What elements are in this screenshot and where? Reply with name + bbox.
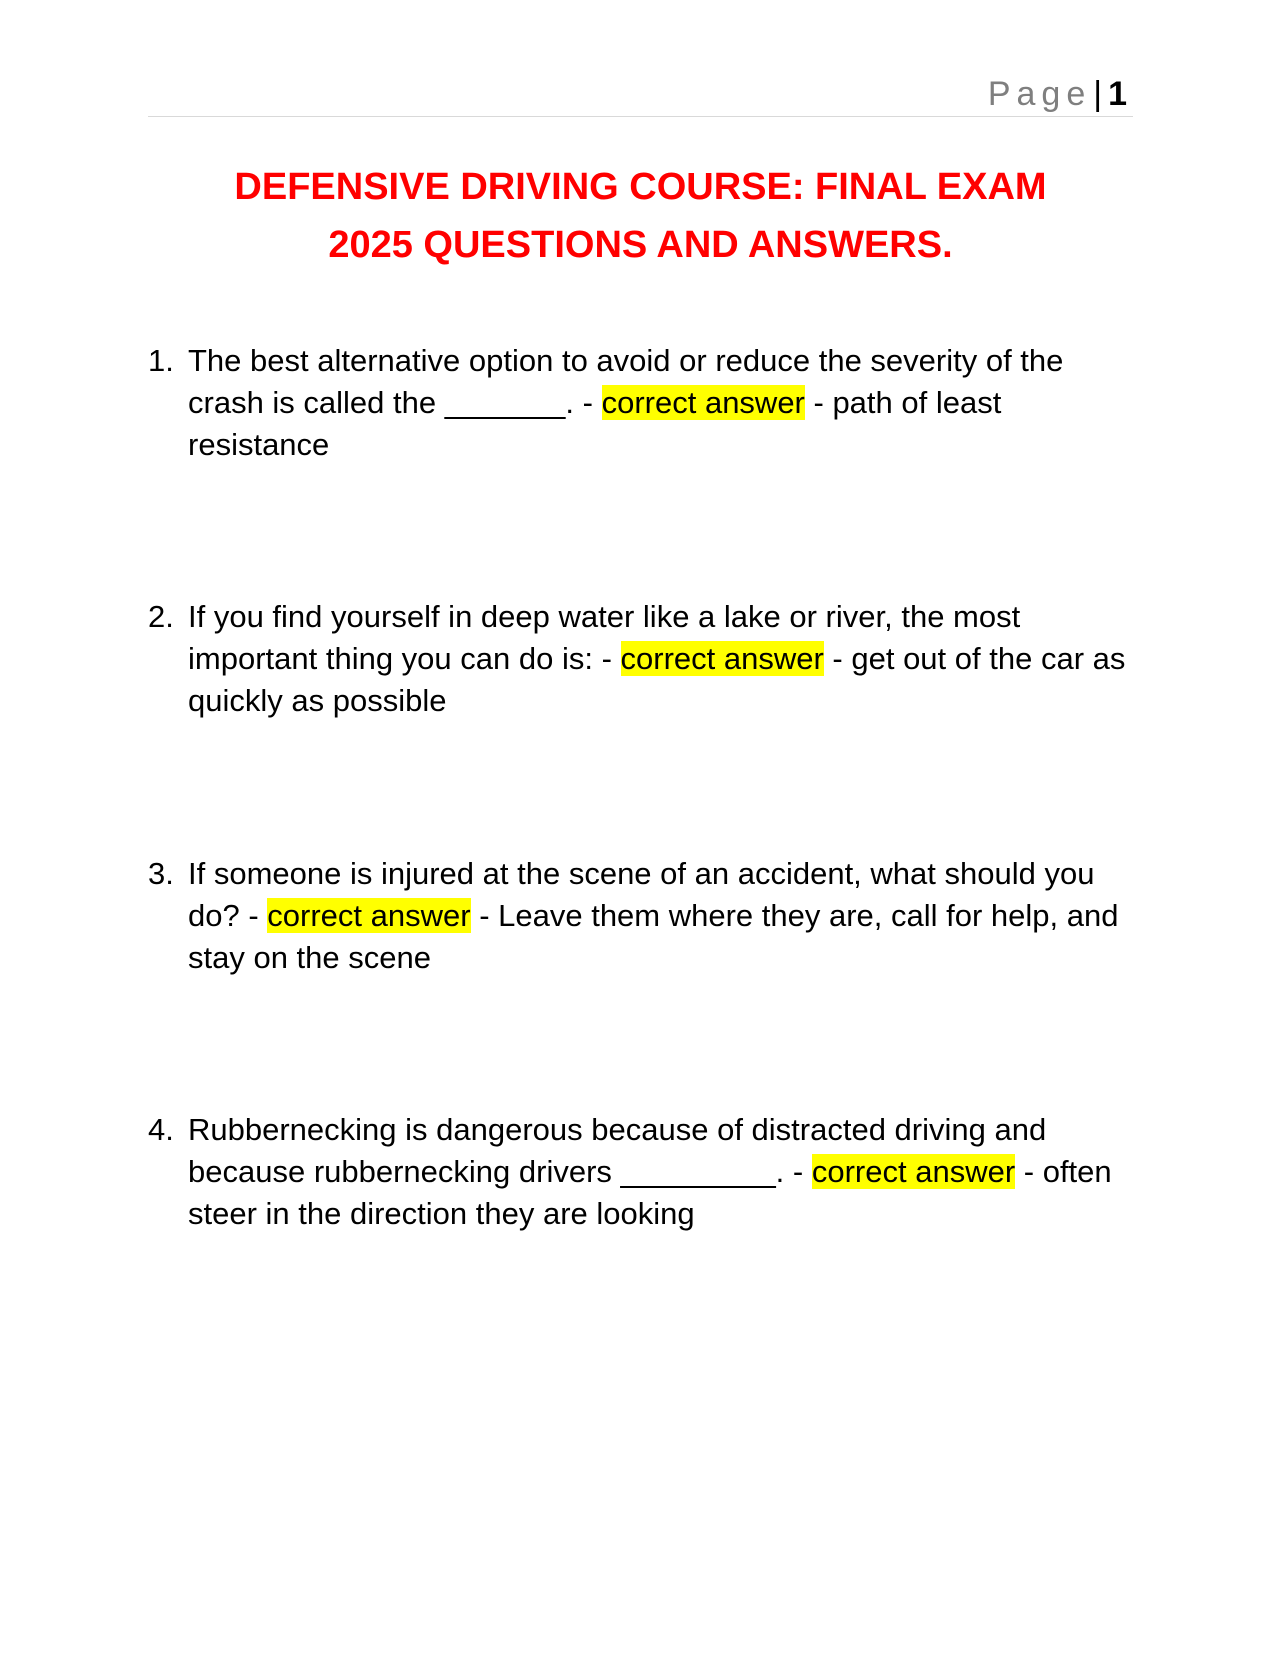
page-number (988, 74, 1127, 114)
question-body (188, 596, 1138, 722)
question-number: 1. (148, 343, 174, 378)
question-number: 2. (148, 599, 174, 634)
question-body (188, 340, 1138, 466)
question-item-2 (148, 596, 1138, 722)
question-text: The best alternative option to avoid or reduce the severity of the crash is called the _______. - (188, 343, 1064, 420)
page-number-value: 1 (1108, 75, 1127, 113)
question-body (188, 853, 1138, 979)
answer-text: - get out of the car as quickly as possible (188, 641, 1126, 718)
title-line-1: DEFENSIVE DRIVING COURSE: FINAL EXAM (234, 166, 1047, 208)
title-line-2: 2025 QUESTIONS AND ANSWERS. (328, 224, 953, 266)
question-number: 3. (148, 856, 174, 891)
page-separator: | (1093, 75, 1103, 113)
correct-answer-label: correct answer (267, 898, 471, 933)
question-number: 4. (148, 1112, 174, 1147)
question-item-3 (148, 853, 1138, 979)
correct-answer-label: correct answer (620, 641, 824, 676)
answer-text: - often steer in the direction they are looking (188, 1154, 1112, 1231)
question-body (188, 1109, 1138, 1235)
question-item-1 (148, 340, 1138, 466)
page-word: Page (987, 75, 1092, 113)
question-text: If someone is injured at the scene of an accident, what should you do? - (188, 856, 1095, 933)
question-item-4 (148, 1109, 1138, 1235)
document-title (148, 158, 1133, 274)
answer-text: - Leave them where they are, call for help, and stay on the scene (188, 898, 1119, 975)
page-header (148, 72, 1133, 117)
answer-text: - path of least resistance (188, 385, 1002, 462)
correct-answer-label: correct answer (601, 385, 805, 420)
question-text: If you find yourself in deep water like a lake or river, the most important thing you can do is: - (188, 599, 1021, 676)
question-text: Rubbernecking is dangerous because of distracted driving and because rubbernecking drivers _________. - (188, 1112, 1047, 1189)
correct-answer-label: correct answer (811, 1154, 1016, 1189)
